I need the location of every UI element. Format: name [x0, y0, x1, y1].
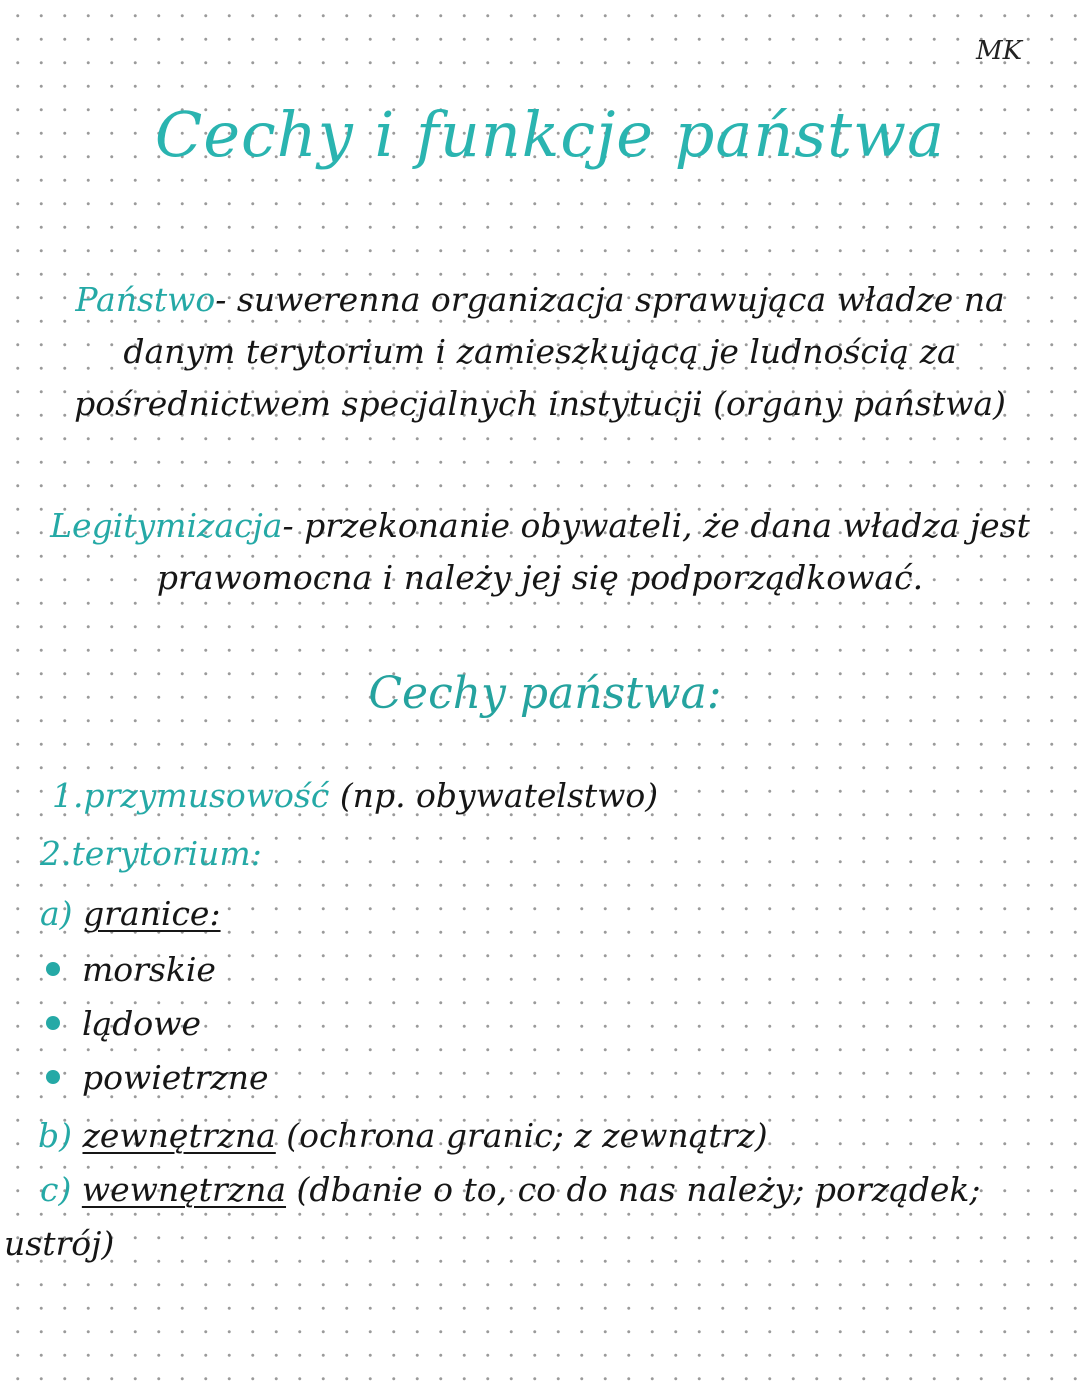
- definition-legitymizacja-line-1: [0, 500, 1080, 552]
- definition-term: Legitymizacja: [50, 506, 283, 545]
- subitem-b: [38, 1116, 768, 1155]
- bullet-dot-icon: [46, 1016, 60, 1030]
- definition-separator: -: [215, 280, 237, 319]
- subitem-c-continuation: ustrój): [4, 1224, 115, 1263]
- bullet-item: [46, 1004, 201, 1043]
- bullet-item: [46, 950, 216, 989]
- page-title: Cechy i funkcje państwa: [154, 98, 946, 171]
- bullet-text: powietrzne: [82, 1058, 269, 1097]
- definition-panstwo-line-3: pośrednictwem specjalnych instytucji (organy państwa): [74, 384, 1006, 423]
- subitem-note: (ochrona granic; z zewnątrz): [286, 1116, 768, 1155]
- definition-term: Państwo: [75, 280, 216, 319]
- bullet-item: [46, 1058, 269, 1097]
- feature-term: terytorium:: [71, 834, 262, 873]
- definition-panstwo-line-1: [0, 274, 1080, 326]
- subitem-a: [40, 894, 221, 933]
- subitem-term: zewnętrzna: [82, 1116, 276, 1155]
- feature-note: (np. obywatelstwo): [339, 776, 659, 815]
- bullet-text: morskie: [82, 950, 216, 989]
- definition-legitymizacja-line-2: prawomocna i należy jej się podporządkować.: [156, 558, 924, 597]
- section-heading: Cechy państwa:: [368, 668, 722, 719]
- bullet-text: lądowe: [82, 1004, 201, 1043]
- author-initials: MK: [975, 36, 1022, 66]
- definition-text: suwerenna organizacja sprawująca władze na: [236, 280, 1005, 319]
- definition-text: przekonanie obywateli, że dana władza jest: [304, 506, 1030, 545]
- item-number: 1.: [52, 776, 84, 815]
- definition-separator: -: [282, 506, 305, 545]
- subitem-label: b): [38, 1116, 72, 1155]
- definition-panstwo-line-2: danym terytorium i zamieszkującą je ludnością za: [123, 332, 957, 371]
- subitem-label: a): [40, 894, 73, 933]
- subitem-note: (dbanie o to, co do nas należy; porządek;: [296, 1170, 981, 1209]
- feature-item-2: [40, 834, 262, 873]
- feature-item-1: [52, 776, 658, 815]
- bullet-dot-icon: [46, 1070, 60, 1084]
- bullet-dot-icon: [46, 962, 60, 976]
- item-number: 2.: [40, 834, 72, 873]
- feature-term: przymusowość: [83, 776, 330, 815]
- subitem-c: [40, 1170, 981, 1209]
- subitem-term: wewnętrzna: [81, 1170, 287, 1209]
- subitem-label: c): [40, 1170, 72, 1209]
- subitem-term: granice:: [83, 894, 221, 933]
